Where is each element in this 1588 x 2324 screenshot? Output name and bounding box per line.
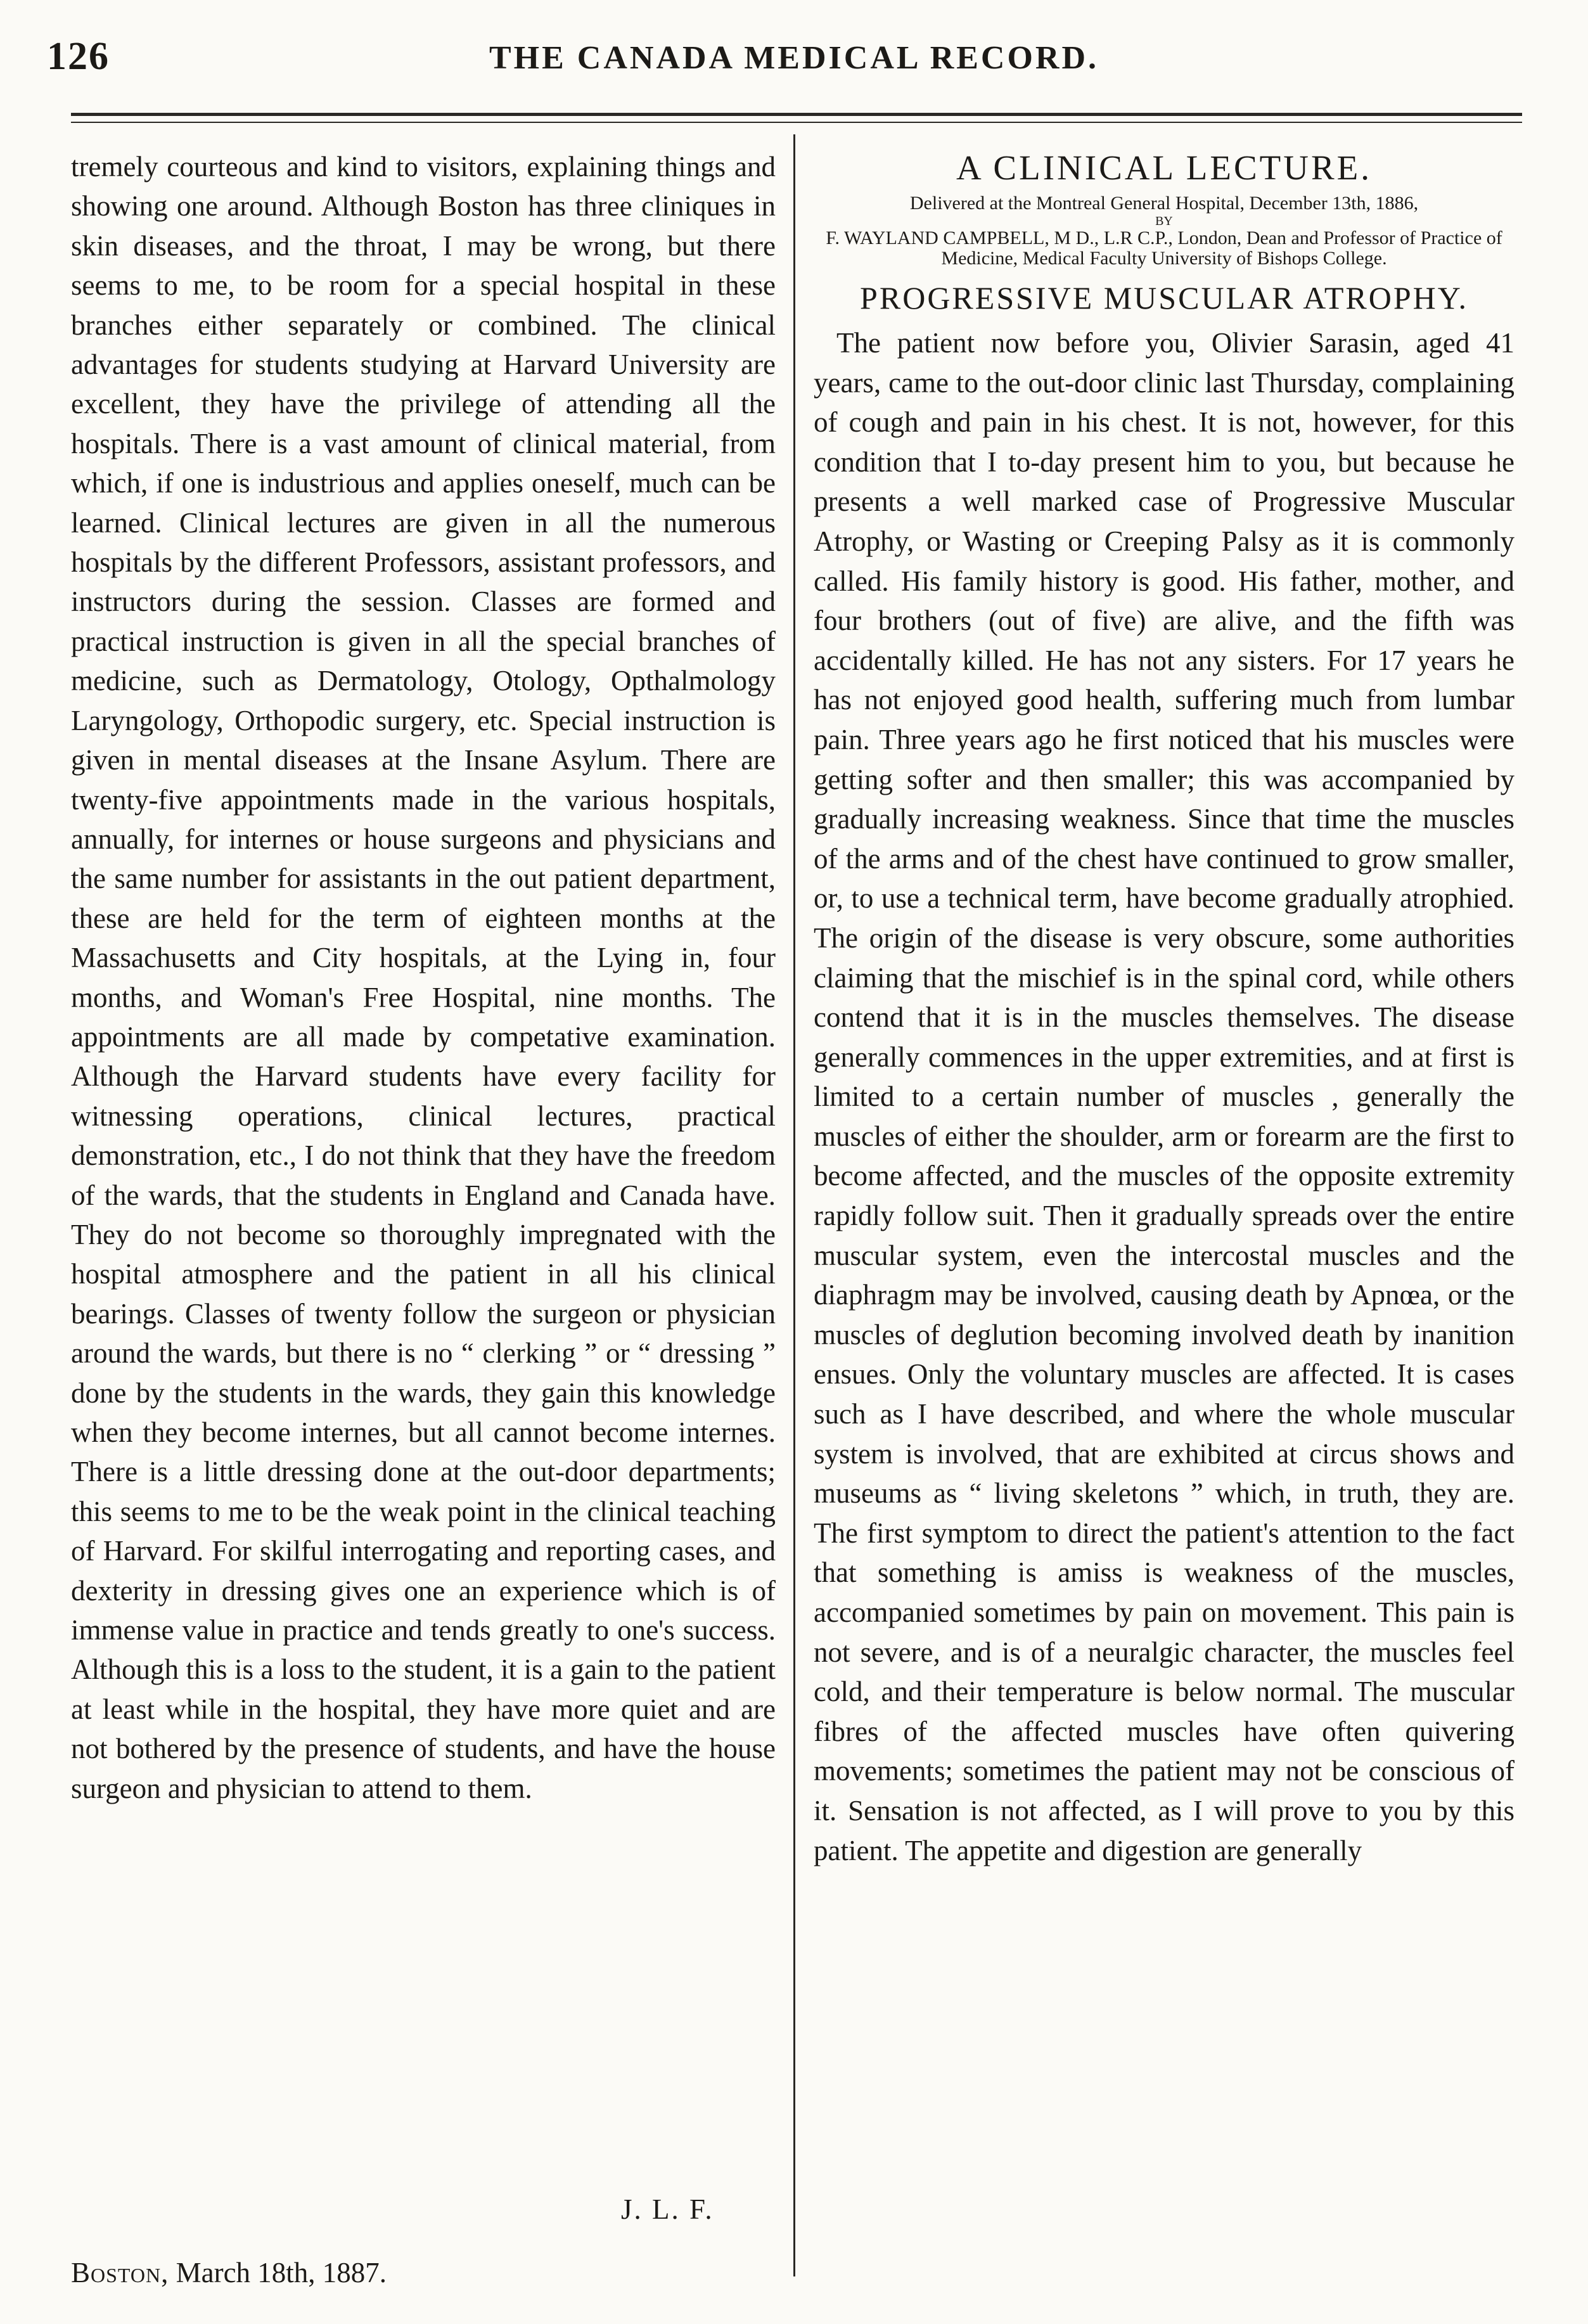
page-number: 126 (47, 35, 110, 78)
column-divider (793, 134, 795, 2276)
lecture-by: BY (1155, 214, 1173, 228)
header-rule-thick (71, 113, 1522, 116)
signature: J. L. F. (621, 2193, 714, 2225)
lecture-delivered-line: Delivered at the Montreal General Hospital, December 13th, 1886, (909, 193, 1419, 214)
running-head: THE CANADA MEDICAL RECORD. (489, 40, 1099, 76)
dateline-place: Boston, (71, 2257, 169, 2289)
dateline-date: March 18th, 1887. (176, 2257, 387, 2289)
subject-title: PROGRESSIVE MUSCULAR ATROPHY. (860, 280, 1468, 316)
left-column (71, 147, 776, 1808)
header-rule-thin (71, 122, 1522, 123)
right-column (814, 146, 1514, 1870)
dateline (71, 2256, 387, 2289)
left-column-body: tremely courteous and kind to visitors, explaining things and showing one around. Although Boston has three cliniques in skin diseases, and the throat, I may be wrong, but there seems to me, to be room for a special hospital in these branches either separately or combined. The clinical advantages for students studying at Harvard University are excellent, they have the privilege of attending all the hospitals. There is a vast amount of clinical material, from which, if one is industrious and applies oneself, much can be learned. Clinical lectures are given in all the numerous hospitals by the different Professors, assistant professors, and instructors during the session. Classes are formed and practical instruction is given in all the special branches of medicine, such as Dermatology, Otology, Opthalmology Laryngology, Orthopodic surgery, etc. Special instruction is given in mental diseases at the Insane Asylum. There are twenty-five appointments made in the various hospitals, annually, for internes or house surgeons and physicians and the same number for assistants in the out patient department, these are held for the term of eighteen months at the Massachusetts and City hospitals, at the Lying in, four months, and Woman's Free Hospital, nine months. The appointments are all made by competative examination. Although the Harvard students have every facility for witnessing operations, clinical lectures, practical demonstration, etc., I do not think that they have the freedom of the wards, that the students in England and Canada have. They do not become so thoroughly impregnated with the hospital atmosphere and the patient in all his clinical bearings. Classes of twenty follow the surgeon or physician around the wards, but there is no “ clerking ” or “ dressing ” done by the students in the wards, they gain this knowledge when they become internes, but all cannot become internes. There is a little dressing done at the out-door departments; this seems to me to be the weak point in the clinical teaching of Harvard. For skilful interrogating and reporting cases, and dexterity in dressing gives one an experience which is of immense value in practice and tends greatly to one's success. Although this is a loss to the student, it is a gain to the patient at least while in the hospital, they have more quiet and are not bothered by the presence of students, and have the house surgeon and physician to attend to them. (71, 151, 776, 1804)
right-column-body: The patient now before you, Olivier Sarasin, aged 41 years, came to the out-door clinic last Thursday, complaining of cough and pain in his chest. It is not, however, for this condition that I to-day present him to you, but because he presents a well marked case of Progressive Muscular Atrophy, or Wasting or Creeping Palsy as it is commonly called. His family history is good. His father, mother, and four brothers (out of five) are alive, and the fifth was accidentally killed. He has not any sisters. For 17 years he has not enjoyed good health, suffering much from lumbar pain. Three years ago he first noticed that his muscles were getting softer and then smaller; this was accompanied by gradually increasing weakness. Since that time the muscles of the arms and of the chest have continued to grow smaller, or, to use a technical term, have become gradually atrophied. The origin of the disease is very obscure, some authorities claiming that the mischief is in the spinal cord, while others contend that it is in the muscles themselves. The disease generally commences in the upper extremities, and at first is limited to a certain number of muscles , generally the muscles of either the shoulder, arm or forearm are the first to become affected, and the muscles of the opposite extremity rapidly follow suit. Then it gradually spreads over the entire muscular system, even the intercostal muscles and the diaphragm may be involved, causing death by Apnœa, or the muscles of deglution becoming involved death by inanition ensues. Only the voluntary muscles are affected. It is cases such as I have described, and where the whole muscular system is involved, that are exhibited at circus shows and museums as “ living skeletons ” which, in truth, they are. The first symptom to direct the patient's attention to the fact that something is amiss is weakness of the muscles, accompanied sometimes by pain on movement. This pain is not severe, and is of a neuralgic character, the muscles feel cold, and their temperature is below normal. The muscular fibres of the affected muscles have often quivering movements; sometimes the patient may not be conscious of it. Sensation is not affected, as I will prove to you by this patient. The appetite and digestion are generally (814, 327, 1514, 1866)
lecture-title: A CLINICAL LECTURE. (956, 148, 1372, 187)
lecture-author: F. WAYLAND CAMPBELL, M D., L.R C.P., London, Dean and Professor of Practice of Medicine, Medical Faculty University of Bishops College. (826, 228, 1502, 269)
